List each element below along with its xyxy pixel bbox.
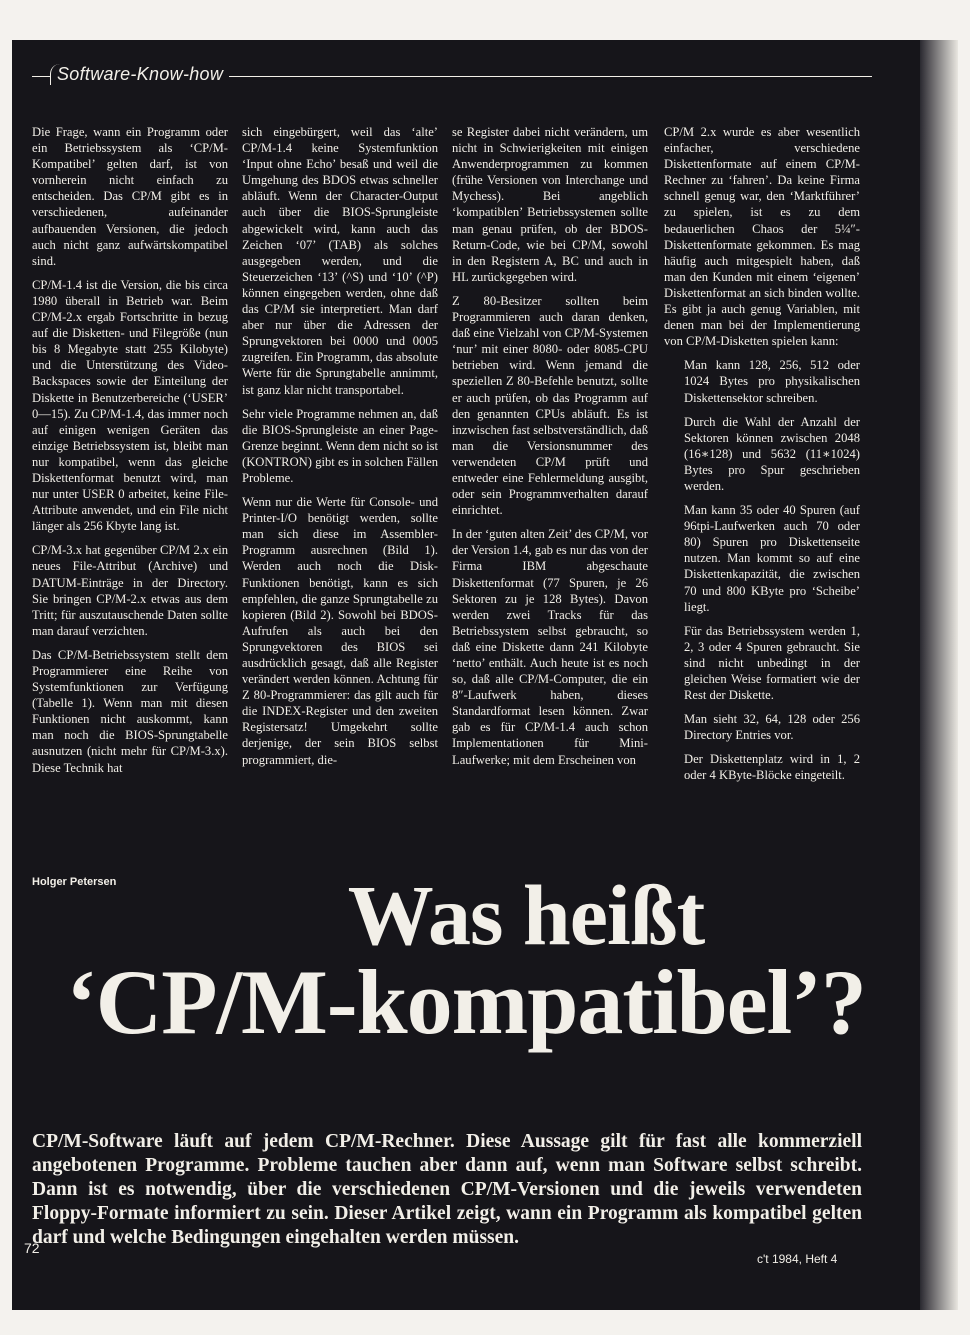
list-item: Der Diskettenplatz wird in 1, 2 oder 4 KByte-Blöcke eingeteilt. [684, 752, 860, 783]
author-byline: Holger Petersen [32, 876, 117, 888]
page-edge-shadow [920, 40, 958, 1310]
paragraph: CP/M-1.4 ist die Version, die bis circa 1980 überall in Betrieb war. Beim CP/M-2.x ergab Fortschritte in bezug auf die Disketten- und Filegröße (nun bis 8 Megabyte statt 255 Kilobyte) und die Unterstützung des Video-Backspaces sowie der Einteilung der Diskette in Benutzerbereiche (‘USER’ 0—15). Zu CP/M-1.4, das immer noch auf einigen wenigen Geräten das einzige Betriebssystem ist, bleibt man nur kompatibel, wenn das gleiche Diskettenformat benutzt wird, man nur unter USER 0 arbeitet, keine File-Attribute anwendet, und ein File nicht länger als 256 Kbyte lang ist. [32, 277, 228, 534]
text-column-1 [32, 124, 228, 784]
text-column-4 [664, 124, 860, 792]
paragraph: sich eingebürgert, weil das ‘alte’ CP/M-1.4 keine Systemfunktion ‘Input ohne Echo’ besaß und weil die Umgehung des BDOS etwas schneller abläuft. Wenn der Character-Output auch über die BIOS-Sprungleiste abgewickelt wird, kann auch das Zeichen ‘07’ (TAB) als solches ausgegeben werden, und die Steuerzeichen ‘13’ (^S) und ‘10’ (^P) können eingegeben werden, ohne daß das CP/M sie interpretiert. Man darf aber nur über die Adressen der Sprungvektoren bei 0000 und 0005 zugreifen. Ein Programm, das absolute Werte für die Sprungtabelle annimmt, ist ganz klar nicht transportabel. [242, 125, 438, 397]
list-item: Man kann 128, 256, 512 oder 1024 Bytes pro physikalischen Diskettensektor schreiben. [684, 358, 860, 405]
article-headline [12, 867, 920, 1054]
list-item: Für das Betriebssystem werden 1, 2, 3 oder 4 Spuren gebraucht. Sie sind nicht unbedingt in der gleichen Weise formatiert wie der Rest der Diskette. [684, 623, 860, 703]
list-item: Durch die Wahl der Anzahl der Sektoren können zwischen 2048 (16∗128) und 5632 (11∗1024) Bytes pro Spur geschrieben werden. [684, 414, 860, 493]
paragraph: se Register dabei nicht verändern, um nicht in Schwierigkeiten mit einigen Anwenderprogrammen zu kommen (frühe Versionen von Interchange und Mychess). Bei angeblich ‘kompatiblen’ Betriebssystemen sollte man genau prüfen, ob der BDOS-Return-Code, wie bei CP/M, sowohl in den Registern A, BC und auch in HL zurückgegeben wird. [452, 125, 648, 284]
paragraph: Das CP/M-Betriebssystem stellt dem Programmierer eine Reihe von Systemfunktionen zur Verfügung (Tabelle 1). Wenn man mit diesen Funktionen nicht auskommt, kann man noch die BIOS-Sprungtabelle ausnutzen (nicht mehr für CP/M-3.x). Diese Technik hat [32, 647, 228, 775]
paragraph: CP/M 2.x wurde es aber wesentlich einfacher, verschiedene Diskettenformate auf einem CP/M-Rechner zu ‘fahren’. Da keine Firma schnell genug war, den ‘Marktführer’ zu spielen, ist es zu dem bedauerlichen Chaos der 5¼″-Diskettenformate gekommen. Es mag häufig auch mitgespielt haben, daß man den Kunden mit einem ‘eigenen’ Diskettenformat an sich binden wollte. Es gibt ja auch genug Variablen, mit denen man bei der Implementierung von CP/M-Disketten spielen kann: [664, 125, 860, 349]
section-rubric [32, 62, 872, 92]
paragraph: Die Frage, wann ein Programm oder ein Betriebssystem als ‘CP/M-Kompatibel’ gelten darf, ist von vornherein nicht einfach zu entscheiden. Das CP/M gibt es in verschiedenen, aufeinander aufbauenden Versionen, die jedoch auch nicht ganz aufwärtskompatibel sind. [32, 125, 228, 268]
magazine-page [12, 40, 920, 1310]
issue-label: c't 1984, Heft 4 [757, 1252, 838, 1266]
headline-line-1: Was heißt [347, 867, 705, 963]
headline-line-2: ‘CP/M-kompatibel’? [66, 951, 866, 1054]
rubric-label: Software-Know-how [50, 64, 229, 85]
text-column-2 [242, 124, 438, 776]
paragraph: Sehr viele Programme nehmen an, daß die BIOS-Sprungleiste an einer Page-Grenze beginnt. Wenn dem nicht so ist (KONTRON) gibt es in solchen Fällen Probleme. [242, 406, 438, 485]
text-column-3 [452, 124, 648, 776]
paragraph: Wenn nur die Werte für Console- und Printer-I/O benötigt werden, sollte man sich diese im Assembler-Programm ausrechnen (Bild 1). Werden auch noch die Disk-Funktionen benötigt, kann es sich empfehlen, die ganze Sprungtabelle zu kopieren (Bild 2). Sowohl bei BDOS-Aufrufen als auch bei den Sprungvektoren des BIOS sei ausdrücklich gesagt, daß alle Register verändert werden können. Achtung für Z 80-Programmierer: das gilt auch für die INDEX-Register und den zweiten Registersatz! Umgekehrt sollte derjenige, der sein BIOS selbst programmiert, die- [242, 495, 438, 767]
list-item: Man kann 35 oder 40 Spuren (auf 96tpi-Laufwerken auch 70 oder 80) Spuren pro Diskettenseite nutzen. Man kommt so auf eine Diskettenkapazität, die zwischen 70 und 800 KByte pro ‘Scheibe’ liegt. [684, 503, 860, 614]
list-item: Man sieht 32, 64, 128 oder 256 Directory Entries vor. [684, 712, 860, 743]
lead-paragraph: CP/M-Software läuft auf jedem CP/M-Rechner. Diese Aussage gilt für fast alle kommerziell angebotenen Programme. Probleme tauchen aber dann auf, wenn man Software selbst schreibt. Dann ist es notwendig, über die verschiedenen CP/M-Versionen und die jeweils verwendeten Floppy-Formate informiert zu sein. Dieser Artikel zeigt, wann ein Programm als kompatibel gelten darf und welche Bedingungen eingehalten werden müssen. [32, 1131, 862, 1248]
paragraph: In der ‘guten alten Zeit’ des CP/M, vor der Version 1.4, gab es nur das von der Firma IBM abgeschaute Diskettenformat (77 Spuren, je 26 Sektoren zu je 128 Bytes). Davon werden zwei Tracks für das Betriebssystem selbst gebraucht, so daß eine Diskette dann 241 Kilobyte ‘netto’ enthält. Auch heute ist es noch so, daß alle CP/M-Computer, die ein 8″-Laufwerk haben, dieses Standardformat lesen können. Zwar gab es für CP/M-1.4 auch schon Implementationen für Mini-Laufwerke; mit dem Erscheinen von [452, 527, 648, 767]
page-number: 72 [24, 1240, 40, 1256]
paragraph: CP/M-3.x hat gegenüber CP/M 2.x ein neues File-Attribut (Archive) und DATUM-Einträge in der Directory. Sie bringen CP/M-2.x etwas aus dem Tritt; für auszutauschende Daten sollte man darauf verzichten. [32, 543, 228, 638]
paragraph: Z 80-Besitzer sollten beim Programmieren auch daran denken, daß eine Vielzahl von CP/M-Systemen ‘nur’ mit einer 8080- oder 8085-CPU betrieben wird. Wenn jemand die speziellen Z 80-Befehle benutzt, sollte er auch prüfen, ob das Programm auf den genannten CPUs abläuft. Es ist inzwischen fast selbstverständlich, daß man die Versionsnummer des verwendeten CP/M prüft und entweder eine Fehlermeldung ausgibt, oder sein Programmverhalten darauf einrichtet. [452, 293, 648, 518]
